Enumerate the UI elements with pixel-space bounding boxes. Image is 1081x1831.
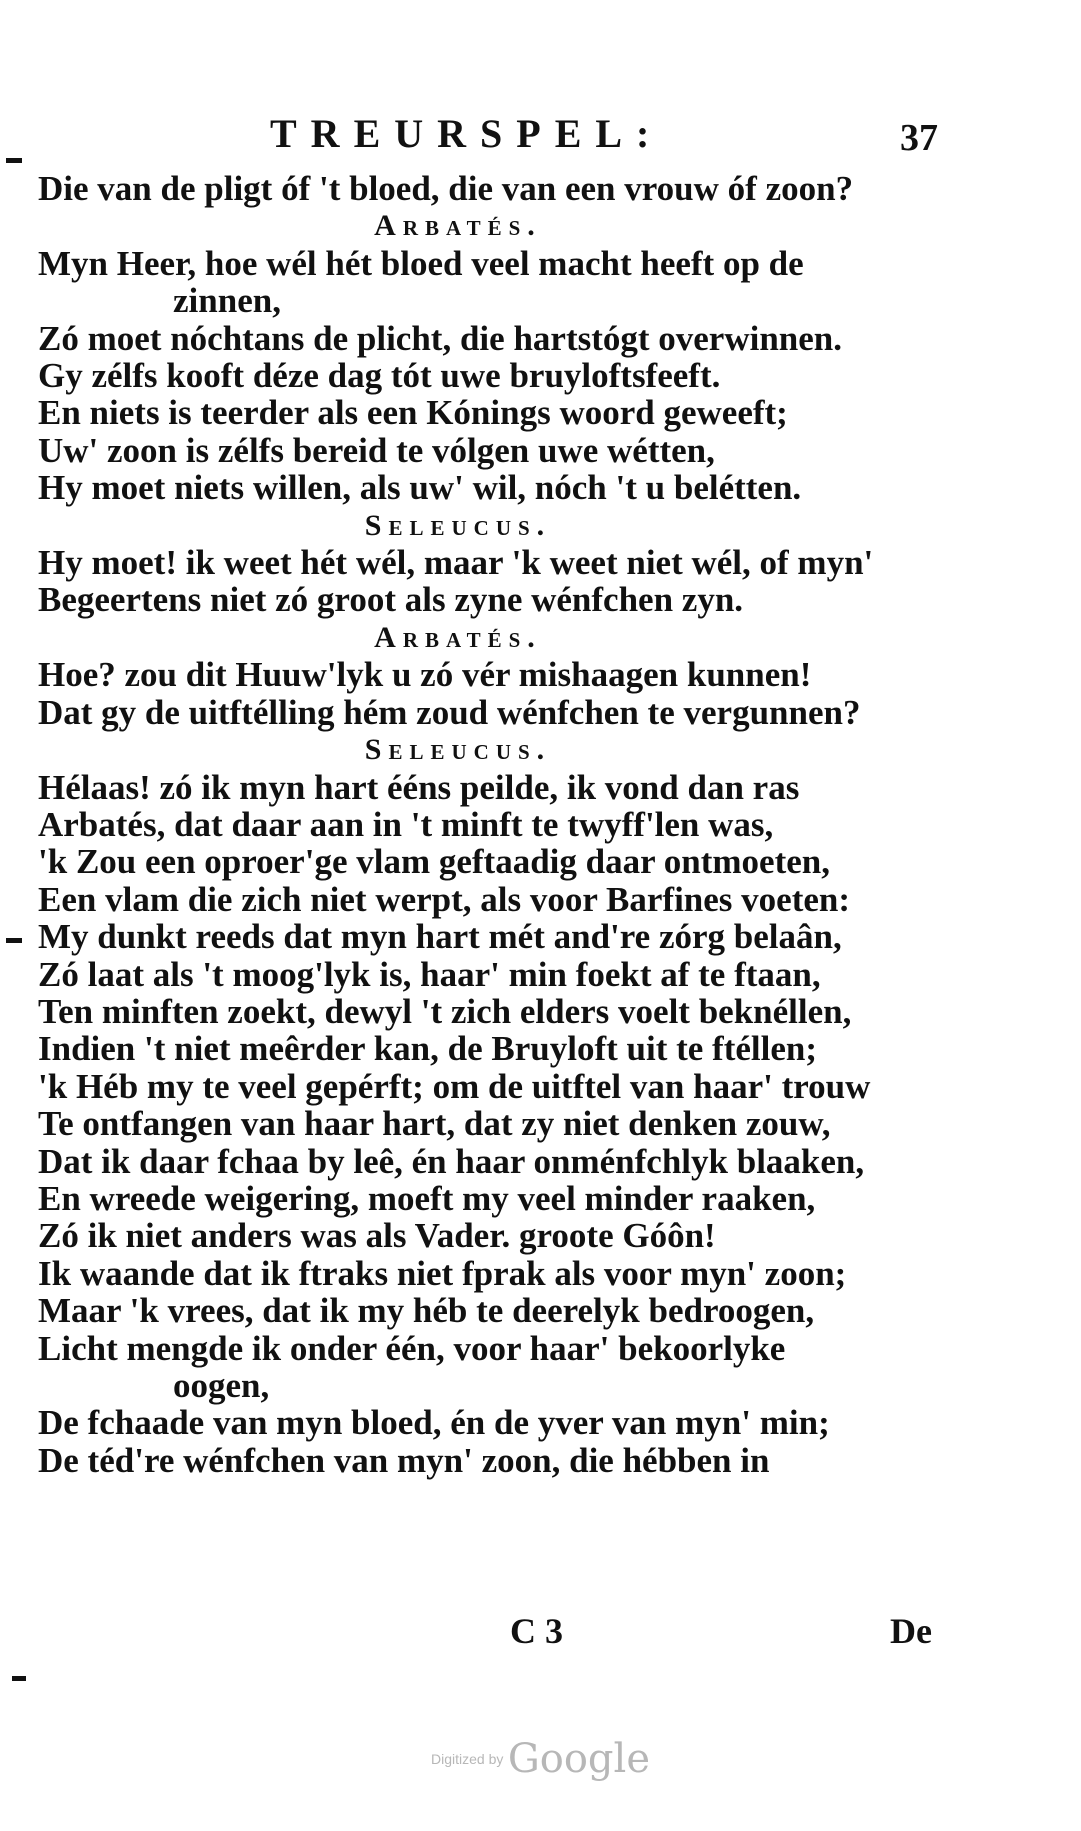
verse-line: Ten minften zoekt, dewyl 't zich elders voelt beknéllen, [38,991,852,1031]
verse-line: Maar 'k vrees, dat ik my héb te deerelyk bedroogen, [38,1291,815,1331]
verse-line: Een vlam die zich niet werpt, als voor Barfines voeten: [38,879,851,919]
verse-line: oogen, [173,1366,270,1405]
digitization-watermark [0,1736,1081,1782]
verse-line: Hoe? zou dit Huuw'lyk u zó vér mishaagen kunnen! [38,655,812,695]
verse-line: Te ontfangen van haar hart, dat zy niet denken zouw, [38,1104,831,1144]
running-title: TREURSPEL: [270,111,664,156]
play-text [38,170,1038,1479]
speaker-heading: Arbatés. [374,209,542,243]
watermark-brand: Google [507,1736,650,1782]
verse-line: De téd're wénfchen van myn' zoon, die hébben in [38,1440,770,1480]
speaker-heading: Seleucus. [364,733,552,767]
verse-line: 'k Héb my te veel gepérft; om de uitftel van haar' trouw [38,1066,871,1106]
speaker-heading: Arbatés. [374,620,542,654]
verse-line: Dat ik daar fchaa by leê, én haar onménfchlyk blaaken, [38,1141,865,1181]
page-footer [0,1610,1081,1660]
verse-line: Hélaas! zó ik myn hart ééns peilde, ik vond dan ras [38,767,800,807]
verse-line: 'k Zou een oproer'ge vlam geftaadig daar ontmoeten, [38,842,830,882]
verse-line: En wreede weigering, moeft my veel minder raaken, [38,1178,816,1218]
verse-line: Myn Heer, hoe wél hét bloed veel macht heeft op de [38,243,804,283]
verse-line: Die van de pligt óf 't bloed, die van een vrouw óf zoon? [38,169,854,208]
verse-line: Hy moet! ik weet hét wél, maar 'k weet niet wél, of myn' [38,543,874,583]
verse-line: Uw' zoon is zélfs bereid te vólgen uwe wétten, [38,430,715,470]
verse-line: Zó laat als 't moog'lyk is, haar' min foekt af te ftaan, [38,954,821,994]
verse-line: zinnen, [173,281,281,321]
catchword: De [890,1611,932,1651]
verse-line: Hy moet niets willen, als uw' wil, nóch 't u belétten. [38,468,802,508]
speaker-heading: Seleucus. [364,508,552,542]
verse-line: Dat gy de uitftélling hém zoud wénfchen te vergunnen? [38,692,861,732]
verse-line: Ik waande dat ik ftraks niet fprak als voor myn' zoon; [38,1253,847,1293]
page-number: 37 [900,117,938,159]
verse-line: Zó ik niet anders was als Vader. groote Góôn! [38,1216,716,1256]
page-header [0,110,1081,170]
verse-line: Arbatés, dat daar aan in 't minft te twyff'len was, [38,804,774,844]
watermark-prefix: Digitized by [430,1751,504,1767]
verse-line: Zó moet nóchtans de plicht, die hartstógt overwinnen. [38,318,843,358]
margin-speck [6,938,22,943]
margin-speck [12,1676,26,1681]
verse-line: En niets is teerder als een Kónings woord geweeft; [38,393,788,433]
verse-line: Begeertens niet zó groot als zyne wénfchen zyn. [38,580,744,620]
margin-speck [6,158,22,163]
verse-line: Gy zélfs kooft déze dag tót uwe bruyloftsfeeft. [38,356,721,396]
verse-line: My dunkt reeds dat myn hart mét and're zórg belaân, [38,917,842,957]
signature-mark: C 3 [510,1611,563,1651]
verse-line: Indien 't niet meêrder kan, de Bruyloft uit te ftéllen; [38,1029,817,1069]
verse-line: De fchaade van myn bloed, én de yver van myn' min; [38,1403,830,1443]
verse-line: Licht mengde ik onder één, voor haar' bekoorlyke [38,1328,786,1368]
